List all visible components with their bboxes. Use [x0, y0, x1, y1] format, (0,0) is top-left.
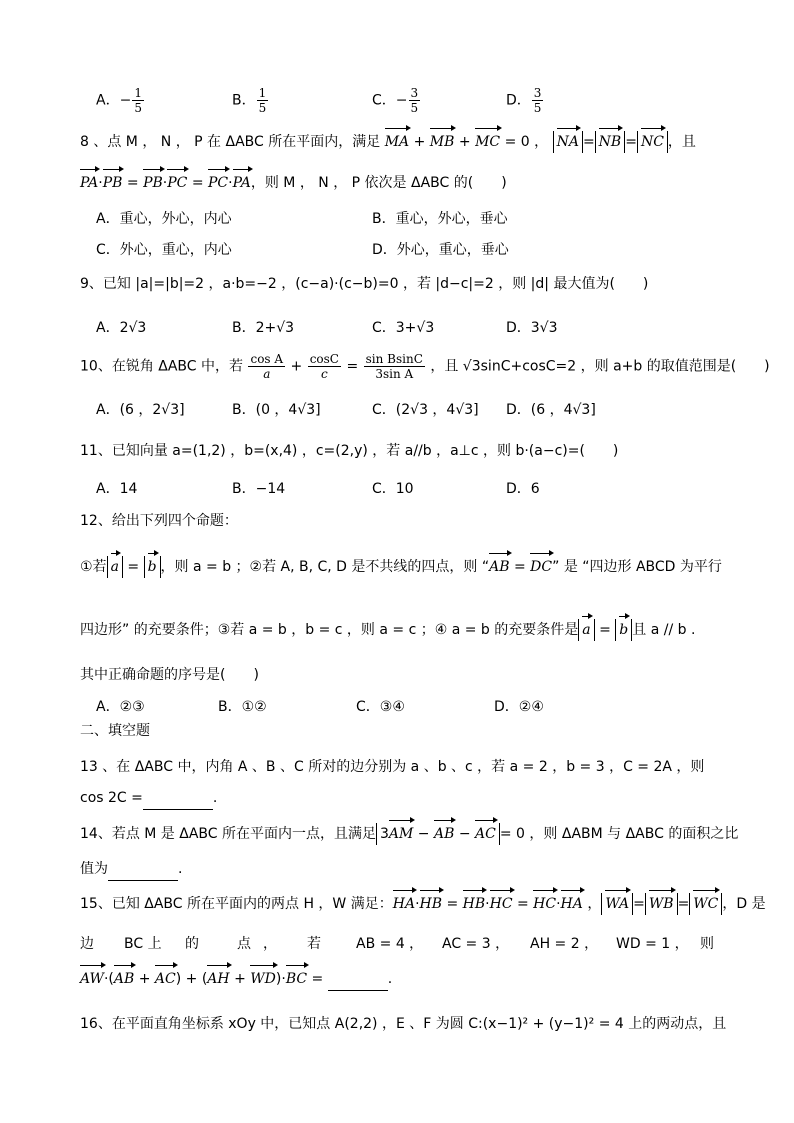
- q12-option-b: B．①②: [218, 699, 267, 715]
- q9-stem: 9、已知 |a|=|b|=2 ，a·b=−2 ，(c−a)·(c−b)=0 ，若 |d−c|=2 ，则 |d| 最大值为( ): [80, 276, 649, 292]
- q11-stem: 11、已知向量 a=(1,2) ，b=(x,4) ，c=(2,y) ，若 a//b ，a⊥c ，则 b·(a−c)=( ): [80, 443, 619, 459]
- q15-line3: AW·(AB + AC) + (AH + WD)·BC = .: [80, 968, 392, 991]
- q11-option-c: C．10: [372, 481, 414, 497]
- q8-stem-line1: 8 、点 M ， N ， P 在 ΔABC 所在平面内，满足 MA + MB + MC = 0 ， NA = NB = NC ，且: [80, 131, 696, 153]
- q14-answer-blank[interactable]: [108, 858, 178, 881]
- q8-option-c: C．外心，重心，内心: [96, 242, 232, 258]
- q12-option-a: A．②③: [96, 699, 145, 715]
- q14-line2: 值为 .: [80, 858, 182, 881]
- q12-option-c: C．③④: [356, 699, 405, 715]
- q9-option-d: D．3√3: [506, 320, 558, 336]
- q11-option-d: D．6: [506, 481, 540, 497]
- q7-option-b: B． $\frac{1}{5}$: [232, 86, 267, 115]
- q12-title: 12、给出下列四个命题：: [80, 513, 238, 529]
- q16-stem: 16、在平面直角坐标系 xOy 中，已知点 A(2,2) ，E 、F 为圆 C:(x−1)² + (y−1)² = 4 上的两动点，且: [80, 1016, 727, 1032]
- q13-line2: cos 2C = .: [80, 787, 217, 810]
- q10-option-a: A．(6 ，2√3]: [96, 402, 185, 418]
- q15-line1: 15、已知 ΔABC 所在平面内的两点 H ，W 满足：HA·HB = HB·HC = HC·HA ， WA = WB = WC ，D 是: [80, 893, 766, 915]
- q8-option-b: B．重心，外心，垂心: [372, 211, 508, 227]
- q13-line1: 13 、在 ΔABC 中，内角 A 、B 、C 所对的边分别为 a 、b 、c ，若 a = 2 ，b = 3 ，C = 2A ，则: [80, 759, 705, 775]
- q9-option-b: B．2+√3: [232, 320, 295, 336]
- q15-answer-blank[interactable]: [328, 968, 388, 991]
- q11-option-a: A．14: [96, 481, 138, 497]
- q10-stem: 10、在锐角 ΔABC 中，若 $\frac{\text{cos A}}{a}$ + $\frac{\cos C}{c}$ = $\frac{\text{sin BsinC}}{\text{3sin A}}$ ，且 √3sinC+cosC=2 ，则 a+b 的取值范围是( ): [80, 352, 770, 381]
- q13-answer-blank[interactable]: [143, 787, 213, 810]
- q12-line1: ①若 a = b ，则 a = b ；②若 A, B, C, D 是不共线的四点，则 “AB = DC” 是 “四边形 ABCD 为平行: [80, 556, 722, 578]
- q7-option-c: C．− $\frac{3}{5}$: [372, 86, 419, 115]
- q7-option-d: D． $\frac{3}{5}$: [506, 86, 542, 115]
- q10-option-c: C．(2√3 ，4√3]: [372, 402, 479, 418]
- q12-line2: 四边形” 的充要条件；③若 a = b ，b = c ，则 a = c ；④ a = b 的充要条件是 a = b 且 a // b .: [80, 619, 695, 641]
- q8-option-a: A．重心，外心，内心: [96, 211, 232, 227]
- q7-option-a: A．− $\frac{1}{5}$: [96, 86, 142, 115]
- q14-line1: 14、若点 M 是 ΔABC 所在平面内一点，且满足 3AM − AB − AC = 0 ，则 ΔABM 与 ΔABC 的面积之比: [80, 823, 738, 845]
- q8-option-d: D．外心，重心，垂心: [372, 242, 509, 258]
- q11-option-b: B．−14: [232, 481, 286, 497]
- q8-stem-line2: PA·PB = PB·PC = PC·PA，则 M ， N ， P 依次是 ΔABC 的( ): [80, 172, 507, 194]
- q12-ask: 其中正确命题的序号是( ): [80, 667, 259, 683]
- section-heading-fill-in: 二、填空题: [80, 723, 150, 739]
- q9-option-c: C．3+√3: [372, 320, 435, 336]
- q10-option-b: B．(0 ，4√3]: [232, 402, 321, 418]
- q9-option-a: A．2√3: [96, 320, 147, 336]
- q10-option-d: D．(6 ，4√3]: [506, 402, 596, 418]
- q12-option-d: D．②④: [494, 699, 544, 715]
